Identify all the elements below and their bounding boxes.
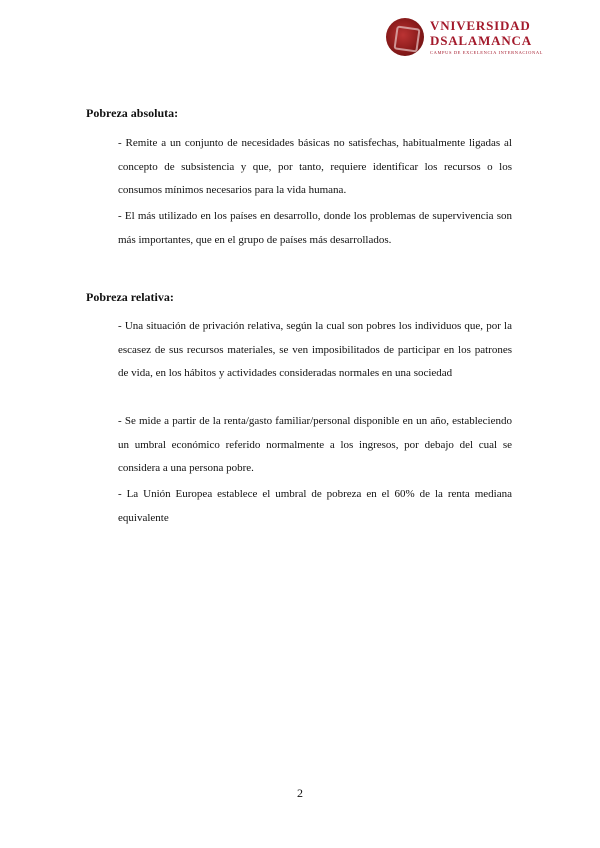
paragraph: - Remite a un conjunto de necesidades básicas no satisfechas, habitualmente ligadas al concepto de subsistencia y que, por tanto, requiere identificar los recursos o los consumos mínimos necesarios para la vida humana. (118, 137, 512, 196)
page-number: 2 (297, 786, 303, 800)
paragraph: - La Unión Europea establece el umbral de pobreza en el 60% de la renta mediana equivalente (118, 488, 512, 524)
logo-text (430, 18, 543, 55)
section-heading-absolute: Pobreza absoluta: (86, 106, 179, 120)
logo-tagline: CAMPUS DE EXCELENCIA INTERNACIONAL (430, 50, 544, 55)
section-heading-relative: Pobreza relativa: (86, 290, 174, 304)
paragraph: - Una situación de privación relativa, según la cual son pobres los individuos que, por la escasez de sus recursos materiales, se ven imposibilitados de participar en los patrones de vida, en los hábitos y actividades consideradas normales en una sociedad (118, 320, 512, 379)
paragraph: - Se mide a partir de la renta/gasto familiar/personal disponible en un año, estableciendo un umbral económico referido normalmente a los ingresos, por debajo del cual se considera a una persona pobre. (118, 415, 512, 474)
logo-line-2: DSALAMANCA (430, 33, 532, 48)
university-logo (386, 18, 543, 56)
logo-line-1: VNIVERSIDAD (430, 18, 531, 33)
university-seal-icon (386, 18, 424, 56)
paragraph: - El más utilizado en los países en desarrollo, donde los problemas de supervivencia son más importantes, que en el grupo de países más desarrollados. (118, 210, 512, 246)
